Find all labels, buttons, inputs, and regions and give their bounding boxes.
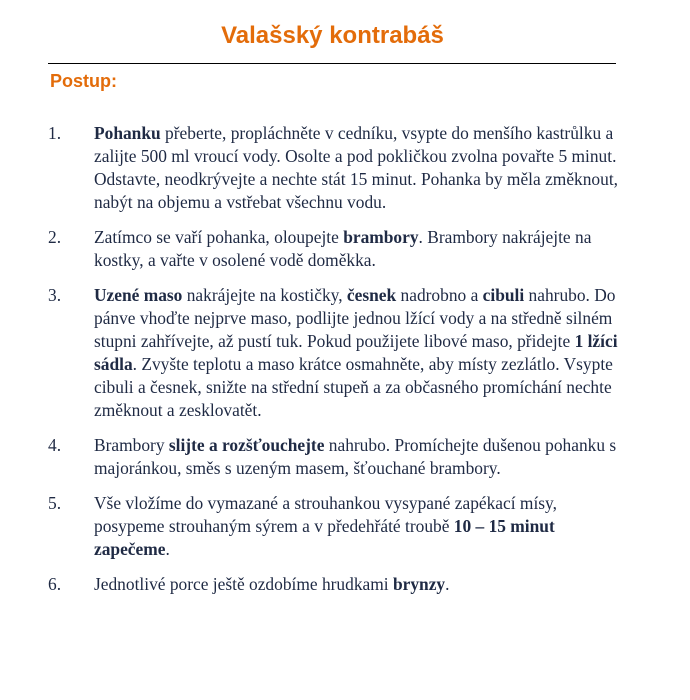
steps-list [48, 122, 618, 608]
ingredient-emphasis: slijte a rozšťouchejte [168, 435, 325, 455]
step-number: 3. [48, 285, 62, 305]
step-text-segment: Vše vložíme do vymazané a strouhankou vysypané zapékací mísy, posypeme strouhaným sýrem a v předehřáté troubě [94, 493, 557, 536]
step-text [94, 122, 618, 214]
step-text [94, 284, 618, 422]
step-text-segment: Zatímco se vaří pohanka, oloupejte [94, 227, 344, 247]
step-text-segment: . [165, 539, 170, 559]
step-text-segment: . Brambory nakrájejte na kostky, a vařte v osolené vodě doměkka. [94, 227, 592, 270]
ingredient-emphasis: brambory [343, 227, 419, 247]
step-text-segment: . [445, 574, 450, 594]
step-text-segment: přeberte, propláchněte v cedníku, vsypte do menšího kastrůlku a zalijte 500 ml vroucí vody. Osolte a pod pokličkou zvolna povařte 5 minut. Odstavte, neodkrývejte a nechte stát 15 minut. Pohanka by měla změknout, nabýt na objemu a vstřebat všechnu vodu. [94, 123, 618, 212]
step-item [48, 226, 618, 272]
step-text-segment: nahrubo. Promíchejte dušenou pohanku s majoránkou, směs s uzeným masem, šťouchané brambory. [94, 435, 617, 478]
step-text [94, 492, 618, 561]
step-item [48, 284, 618, 422]
step-number: 4. [48, 435, 62, 455]
step-text-segment: Jednotlivé porce ještě ozdobíme hrudkami [94, 574, 393, 594]
ingredient-emphasis: 1 lžíci sádla [94, 331, 618, 374]
step-text [94, 226, 618, 272]
step-number: 1. [48, 123, 62, 143]
step-item [48, 492, 618, 561]
ingredient-emphasis: 10 – 15 minut zapečeme [94, 516, 555, 559]
ingredient-emphasis: česnek [346, 285, 397, 305]
ingredient-emphasis: cibuli [482, 285, 525, 305]
step-item [48, 434, 618, 480]
section-heading: Postup: [50, 71, 117, 91]
step-text-segment: nadrobno a [396, 285, 483, 305]
step-text-segment: nakrájejte na kostičky, [182, 285, 347, 305]
ingredient-emphasis: Uzené maso [94, 285, 183, 305]
ingredient-emphasis: Pohanku [94, 123, 161, 143]
step-item [48, 573, 618, 596]
step-item [48, 122, 618, 214]
step-text [94, 573, 618, 596]
step-number: 5. [48, 493, 62, 513]
recipe-title: Valašský kontrabáš [221, 22, 444, 49]
title-divider [48, 63, 616, 64]
step-text-segment: nahrubo. Do pánve vhoďte nejprve maso, podlijte jednou lžící vody a na středně silném stupni zahřívejte, až pustí tuk. Pokud použijete libové maso, přidejte [94, 285, 616, 351]
step-number: 2. [48, 227, 62, 247]
step-text-segment: . Zvyšte teplotu a maso krátce osmahněte, aby místy zezlátlo. Vsypte cibuli a česnek, snižte na střední stupeň a za občasného promíchání nechte změknout a zesklovatět. [94, 354, 613, 420]
step-number: 6. [48, 574, 62, 594]
ingredient-emphasis: brynzy [392, 574, 446, 594]
step-text [94, 434, 618, 480]
step-text-segment: Brambory [94, 435, 169, 455]
